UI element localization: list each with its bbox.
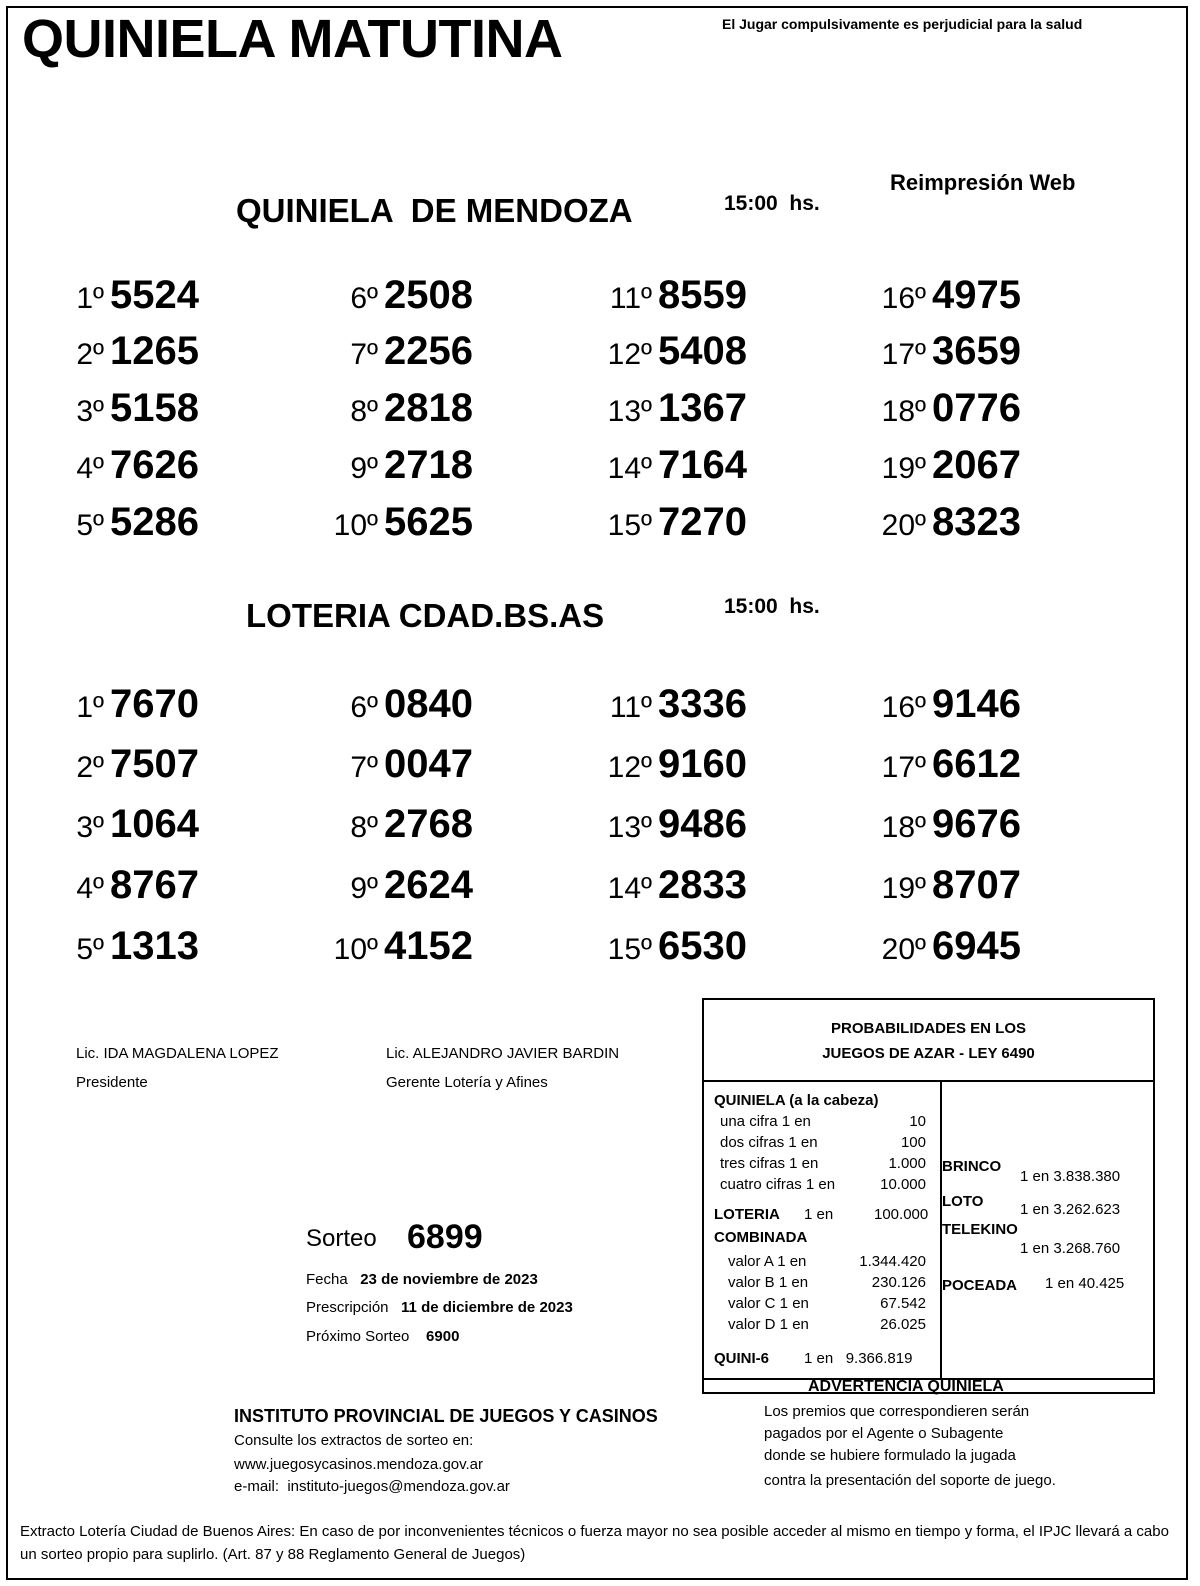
prob-row-label: tres cifras 1 en	[720, 1155, 819, 1172]
result-item	[842, 273, 1082, 318]
result-position: 15º	[607, 933, 652, 966]
result-position: 1º	[76, 691, 104, 724]
prob-row-value: 10	[909, 1113, 926, 1130]
result-number: 6945	[932, 924, 1021, 968]
signature-right-role: Gerente Lotería y Afines	[386, 1074, 548, 1091]
telekino-label: TELEKINO	[942, 1221, 1018, 1238]
result-position: 9º	[350, 452, 378, 485]
result-item	[294, 682, 534, 727]
result-position: 6º	[350, 691, 378, 724]
prob-row-value: 1.000	[888, 1155, 926, 1172]
result-position: 19º	[881, 452, 926, 485]
result-position: 15º	[607, 509, 652, 542]
result-item	[842, 443, 1082, 488]
result-item	[294, 443, 534, 488]
result-position: 8º	[350, 811, 378, 844]
sorteo-label: Sorteo	[306, 1225, 377, 1252]
probabilities-header	[704, 1000, 1153, 1082]
result-item	[20, 500, 260, 545]
result-number: 9676	[932, 802, 1021, 846]
prob-row-value: 100	[900, 1134, 926, 1151]
result-number: 3336	[658, 682, 747, 726]
result-number: 6612	[932, 742, 1021, 786]
result-number: 7507	[110, 742, 199, 786]
quini6-value: 1 en 9.366.819	[804, 1350, 913, 1367]
result-number: 9160	[658, 742, 747, 786]
result-number: 2067	[932, 443, 1021, 487]
sorteo-number: 6899	[407, 1218, 483, 1256]
prob-row-value: 67.542	[880, 1295, 926, 1312]
signature-left-name: Lic. IDA MAGDALENA LOPEZ	[76, 1045, 279, 1062]
reprint-label: Reimpresión Web	[890, 170, 1076, 195]
result-item	[20, 443, 260, 488]
prob-row-label: una cifra 1 en	[720, 1113, 811, 1130]
result-position: 10º	[333, 933, 378, 966]
institute-contact	[234, 1430, 510, 1498]
prob-row-label: dos cifras 1 en	[720, 1134, 818, 1151]
result-item	[842, 742, 1082, 787]
prescripcion-row	[306, 1299, 573, 1316]
result-position: 20º	[881, 933, 926, 966]
probabilities-head-line2: JUEGOS DE AZAR - LEY 6490	[822, 1045, 1035, 1062]
loteria-time: 15:00 hs.	[724, 595, 820, 618]
result-position: 7º	[350, 751, 378, 784]
result-position: 14º	[607, 452, 652, 485]
result-item	[568, 386, 808, 431]
proximo-value: 6900	[426, 1328, 460, 1345]
health-warning: El Jugar compulsivamente es perjudicial para la salud	[722, 16, 1083, 32]
prob-row-label: valor B 1 en	[728, 1274, 809, 1291]
result-item	[568, 742, 808, 787]
result-number: 2768	[384, 802, 473, 846]
result-position: 4º	[76, 872, 104, 905]
result-item	[568, 924, 808, 969]
loto-value: 1 en 3.262.623	[1020, 1201, 1121, 1218]
result-number: 2833	[658, 863, 747, 907]
result-position: 12º	[607, 338, 652, 371]
result-item	[294, 500, 534, 545]
result-position: 16º	[881, 282, 926, 315]
result-item	[842, 500, 1082, 545]
prob-row-label: valor D 1 en	[728, 1316, 809, 1333]
result-item	[20, 863, 260, 908]
loto-label: LOTO	[942, 1193, 984, 1210]
result-item	[568, 329, 808, 374]
result-number: 2256	[384, 329, 473, 373]
result-number: 2818	[384, 386, 473, 430]
result-number: 7164	[658, 443, 747, 487]
prob-row-label: cuatro cifras 1 en	[720, 1176, 836, 1193]
loteria-title: LOTERIA CDAD.BS.AS	[246, 597, 605, 634]
result-position: 20º	[881, 509, 926, 542]
probabilities-head-line1: PROBABILIDADES EN LOS	[830, 1020, 1026, 1037]
result-item	[842, 329, 1082, 374]
poceada-value: 1 en 40.425	[1045, 1275, 1125, 1292]
advertencia-line: pagados por el Agente o Subagente	[764, 1425, 1004, 1442]
result-number: 1313	[110, 924, 199, 968]
result-number: 5286	[110, 500, 199, 544]
advertencia-title: ADVERTENCIA QUINIELA	[808, 1378, 1004, 1395]
result-position: 4º	[76, 452, 104, 485]
result-position: 16º	[881, 691, 926, 724]
advertencia-line: contra la presentación del soporte de juego.	[764, 1472, 1056, 1489]
prescripcion-value: 11 de diciembre de 2023	[401, 1299, 573, 1316]
signature-right-name: Lic. ALEJANDRO JAVIER BARDIN	[386, 1045, 620, 1062]
result-position: 19º	[881, 872, 926, 905]
poceada-label: POCEADA	[942, 1277, 1018, 1294]
result-position: 18º	[881, 395, 926, 428]
result-number: 3659	[932, 329, 1021, 373]
result-number: 2624	[384, 863, 473, 907]
result-item	[568, 682, 808, 727]
result-number: 9486	[658, 802, 747, 846]
result-number: 7670	[110, 682, 199, 726]
prob-row-value: 1.344.420	[859, 1253, 926, 1270]
prob-row-value: 230.126	[871, 1274, 926, 1291]
mendoza-title: QUINIELA DE MENDOZA	[236, 192, 633, 229]
result-position: 13º	[607, 811, 652, 844]
result-position: 10º	[333, 509, 378, 542]
result-item	[294, 329, 534, 374]
proximo-label: Próximo Sorteo	[306, 1328, 410, 1345]
result-item	[568, 273, 808, 318]
brinco-label: BRINCO	[942, 1158, 1002, 1175]
result-number: 8767	[110, 863, 199, 907]
result-item	[294, 386, 534, 431]
quini6-label: QUINI-6	[714, 1350, 770, 1367]
result-number: 4152	[384, 924, 473, 968]
result-position: 2º	[76, 338, 104, 371]
result-number: 9146	[932, 682, 1021, 726]
result-position: 13º	[607, 395, 652, 428]
mendoza-time: 15:00 hs.	[724, 192, 820, 215]
result-number: 5524	[110, 273, 199, 317]
result-item	[842, 386, 1082, 431]
prob-row-label: valor A 1 en	[728, 1253, 807, 1270]
result-item	[568, 863, 808, 908]
result-item	[20, 386, 260, 431]
loteria-prob-en: 1 en	[804, 1206, 834, 1223]
result-number: 0047	[384, 742, 473, 786]
result-position: 11º	[609, 691, 652, 724]
institute-web-link[interactable]: www.juegosycasinos.mendoza.gov.ar	[234, 1456, 484, 1473]
prob-row-value: 26.025	[880, 1316, 926, 1333]
prob-row-label: valor C 1 en	[728, 1295, 809, 1312]
institute-email-link[interactable]: e-mail: instituto-juegos@mendoza.gov.ar	[234, 1478, 510, 1495]
result-item	[842, 802, 1082, 847]
result-number: 4975	[932, 273, 1021, 317]
signature-left-role: Presidente	[76, 1074, 148, 1091]
page-title: QUINIELA MATUTINA	[22, 9, 563, 69]
result-item	[20, 802, 260, 847]
result-number: 6530	[658, 924, 747, 968]
result-item	[20, 742, 260, 787]
fecha-value: 23 de noviembre de 2023	[360, 1271, 538, 1288]
result-item	[842, 682, 1082, 727]
result-position: 5º	[76, 509, 104, 542]
result-item	[842, 924, 1082, 969]
telekino-value: 1 en 3.268.760	[1020, 1240, 1121, 1257]
result-item	[20, 924, 260, 969]
result-number: 8707	[932, 863, 1021, 907]
loteria-prob-value: 100.000	[874, 1206, 929, 1223]
result-position: 18º	[881, 811, 926, 844]
institute-line: Consulte los extractos de sorteo en:	[234, 1432, 474, 1449]
proximo-row	[306, 1328, 459, 1345]
loteria-prob-label: LOTERIA	[714, 1206, 780, 1223]
result-position: 3º	[76, 395, 104, 428]
prescripcion-label: Prescripción	[306, 1299, 389, 1316]
result-number: 8559	[658, 273, 747, 317]
result-position: 9º	[350, 872, 378, 905]
result-number: 0776	[932, 386, 1021, 430]
advertencia-text	[764, 1401, 1056, 1492]
result-item	[20, 682, 260, 727]
result-item	[294, 924, 534, 969]
result-position: 14º	[607, 872, 652, 905]
result-position: 3º	[76, 811, 104, 844]
result-number: 7626	[110, 443, 199, 487]
result-position: 2º	[76, 751, 104, 784]
result-number: 5158	[110, 386, 199, 430]
result-position: 8º	[350, 395, 378, 428]
result-position: 17º	[881, 751, 926, 784]
result-position: 6º	[350, 282, 378, 315]
result-number: 0840	[384, 682, 473, 726]
advertencia-line: donde se hubiere formulado la jugada	[764, 1447, 1016, 1464]
result-number: 5408	[658, 329, 747, 373]
result-item	[20, 273, 260, 318]
result-position: 12º	[607, 751, 652, 784]
result-number: 5625	[384, 500, 473, 544]
result-number: 1265	[110, 329, 199, 373]
institute-name: INSTITUTO PROVINCIAL DE JUEGOS Y CASINOS	[234, 1406, 658, 1426]
result-position: 7º	[350, 338, 378, 371]
result-item	[568, 443, 808, 488]
result-number: 7270	[658, 500, 747, 544]
result-item	[568, 802, 808, 847]
result-number: 2508	[384, 273, 473, 317]
result-item	[294, 273, 534, 318]
result-item	[20, 329, 260, 374]
brinco-value: 1 en 3.838.380	[1020, 1168, 1121, 1185]
result-number: 8323	[932, 500, 1021, 544]
result-number: 1064	[110, 802, 199, 846]
result-number: 1367	[658, 386, 747, 430]
result-item	[568, 500, 808, 545]
result-item	[842, 863, 1082, 908]
fecha-row	[306, 1271, 538, 1288]
result-item	[294, 802, 534, 847]
result-position: 11º	[609, 282, 652, 315]
result-position: 5º	[76, 933, 104, 966]
result-number: 2718	[384, 443, 473, 487]
result-item	[294, 742, 534, 787]
fecha-label: Fecha	[306, 1271, 348, 1288]
probabilities-box	[702, 998, 1155, 1394]
advertencia-line: Los premios que correspondieren serán	[764, 1403, 1030, 1420]
prob-row-value: 10.000	[880, 1176, 926, 1193]
result-position: 1º	[76, 282, 104, 315]
quiniela-prob-title: QUINIELA (a la cabeza)	[714, 1092, 879, 1109]
result-position: 17º	[881, 338, 926, 371]
result-item	[294, 863, 534, 908]
footer-note: Extracto Lotería Ciudad de Buenos Aires: En caso de por inconvenientes técnicos o fuerza mayor no sea posible acceder al mismo en tiempo y forma, el IPJC llevará a cabo un sorteo propio para suplirlo. (Art. 87 y 88 Reglamento General de Juegos)	[20, 1523, 1169, 1563]
combinada-title: COMBINADA	[714, 1229, 808, 1246]
